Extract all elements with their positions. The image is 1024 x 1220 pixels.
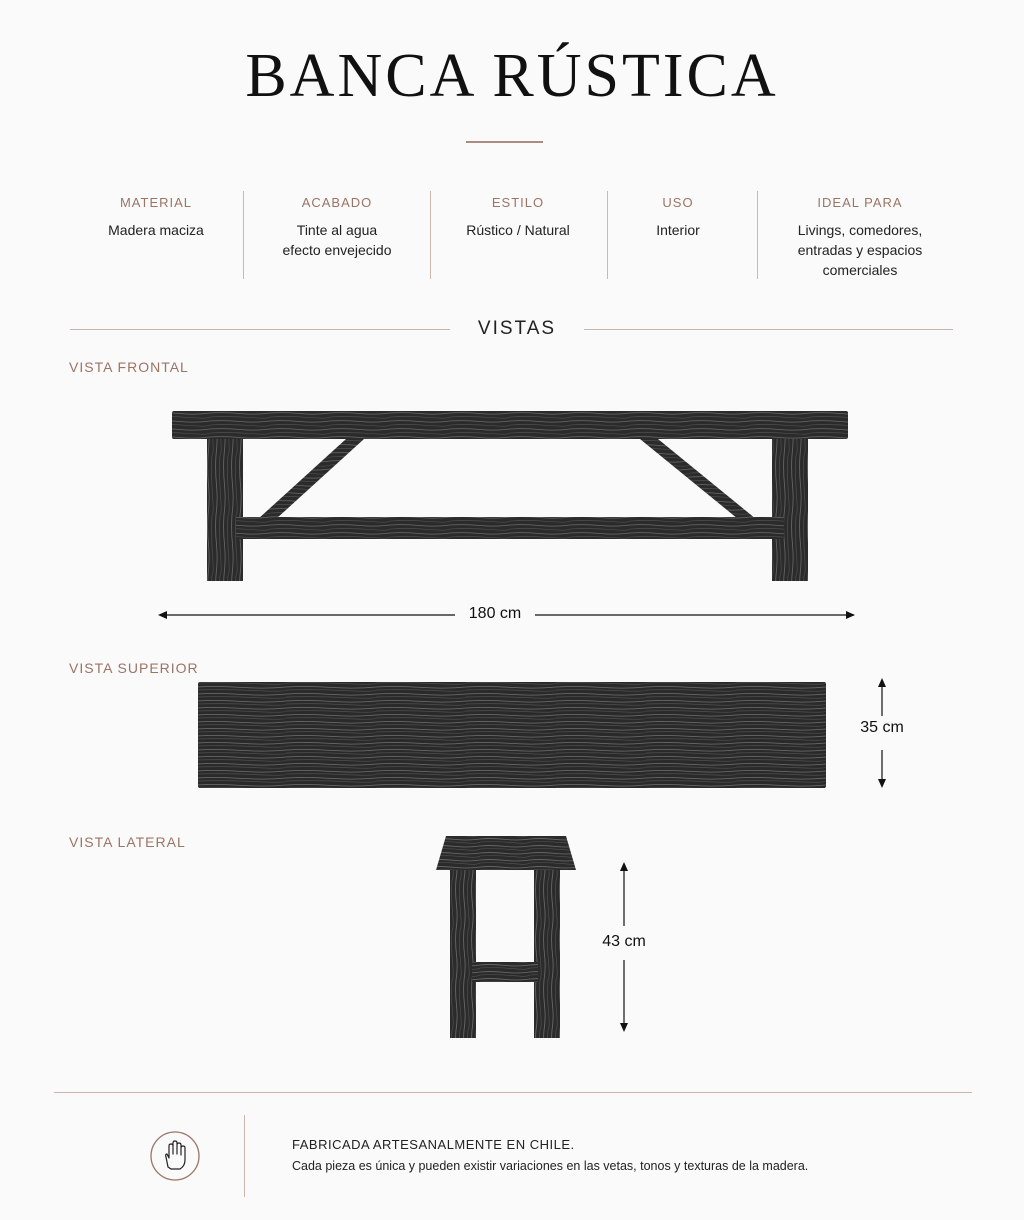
bench-leg	[450, 866, 476, 1038]
bench-stretcher	[472, 962, 538, 982]
arrow-down-icon	[620, 1023, 628, 1032]
dimension-length: 180 cm	[468, 605, 522, 622]
spec-divider	[430, 191, 431, 279]
spec-label: ACABADO	[301, 195, 373, 210]
spec-value: Tinte al agua efecto envejecido	[282, 222, 392, 258]
footer-divider	[244, 1115, 245, 1197]
section-rule-right	[584, 329, 953, 330]
title-underline	[466, 141, 543, 143]
spec-acabado	[262, 194, 412, 260]
spec-material	[86, 194, 226, 240]
spec-value: Interior	[656, 222, 700, 238]
spec-divider	[757, 191, 758, 279]
arrow-down-icon	[878, 779, 886, 788]
arrow-left-icon	[158, 611, 167, 619]
bench-top-view	[196, 678, 916, 794]
bench-leg	[207, 435, 243, 581]
spec-label: MATERIAL	[119, 195, 193, 210]
bench-seat	[436, 836, 576, 870]
spec-value: Madera maciza	[108, 222, 204, 238]
hand-icon	[149, 1130, 201, 1182]
footer-rule	[54, 1092, 972, 1093]
section-rule-left	[70, 329, 450, 330]
spec-value: Livings, comedores, entradas y espacios comerciales	[797, 222, 923, 278]
footer-title: FABRICADA ARTESANALMENTE EN CHILE.	[292, 1137, 575, 1152]
arrow-up-icon	[620, 862, 628, 871]
bench-seat-top	[198, 682, 826, 788]
spec-estilo	[448, 194, 588, 240]
bench-leg	[772, 435, 808, 581]
page-title: BANCA RÚSTICA	[245, 42, 779, 110]
spec-divider	[243, 191, 244, 279]
bench-stretcher	[236, 517, 784, 539]
arrow-right-icon	[846, 611, 855, 619]
spec-label: ESTILO	[491, 195, 545, 210]
footer-text: Cada pieza es única y pueden existir variaciones en las vetas, tonos y texturas de la madera.	[292, 1159, 809, 1173]
view-label-front: VISTA FRONTAL	[69, 359, 189, 375]
spec-ideal-para	[776, 194, 944, 280]
dimension-height: 43 cm	[602, 933, 646, 950]
bench-brace	[258, 439, 364, 519]
spec-divider	[607, 191, 608, 279]
arrow-up-icon	[878, 678, 886, 687]
view-label-top: VISTA SUPERIOR	[69, 660, 199, 676]
bench-leg	[534, 866, 560, 1038]
spec-label: USO	[662, 195, 694, 210]
bench-seat	[172, 411, 848, 439]
bench-front-view	[150, 395, 870, 635]
dimension-width: 35 cm	[860, 719, 904, 736]
spec-value: Rústico / Natural	[466, 222, 570, 238]
bench-brace	[640, 439, 756, 519]
view-label-side: VISTA LATERAL	[69, 834, 186, 850]
spec-label: IDEAL PARA	[817, 195, 903, 210]
section-title: VISTAS	[477, 318, 557, 339]
spec-uso	[618, 194, 738, 240]
